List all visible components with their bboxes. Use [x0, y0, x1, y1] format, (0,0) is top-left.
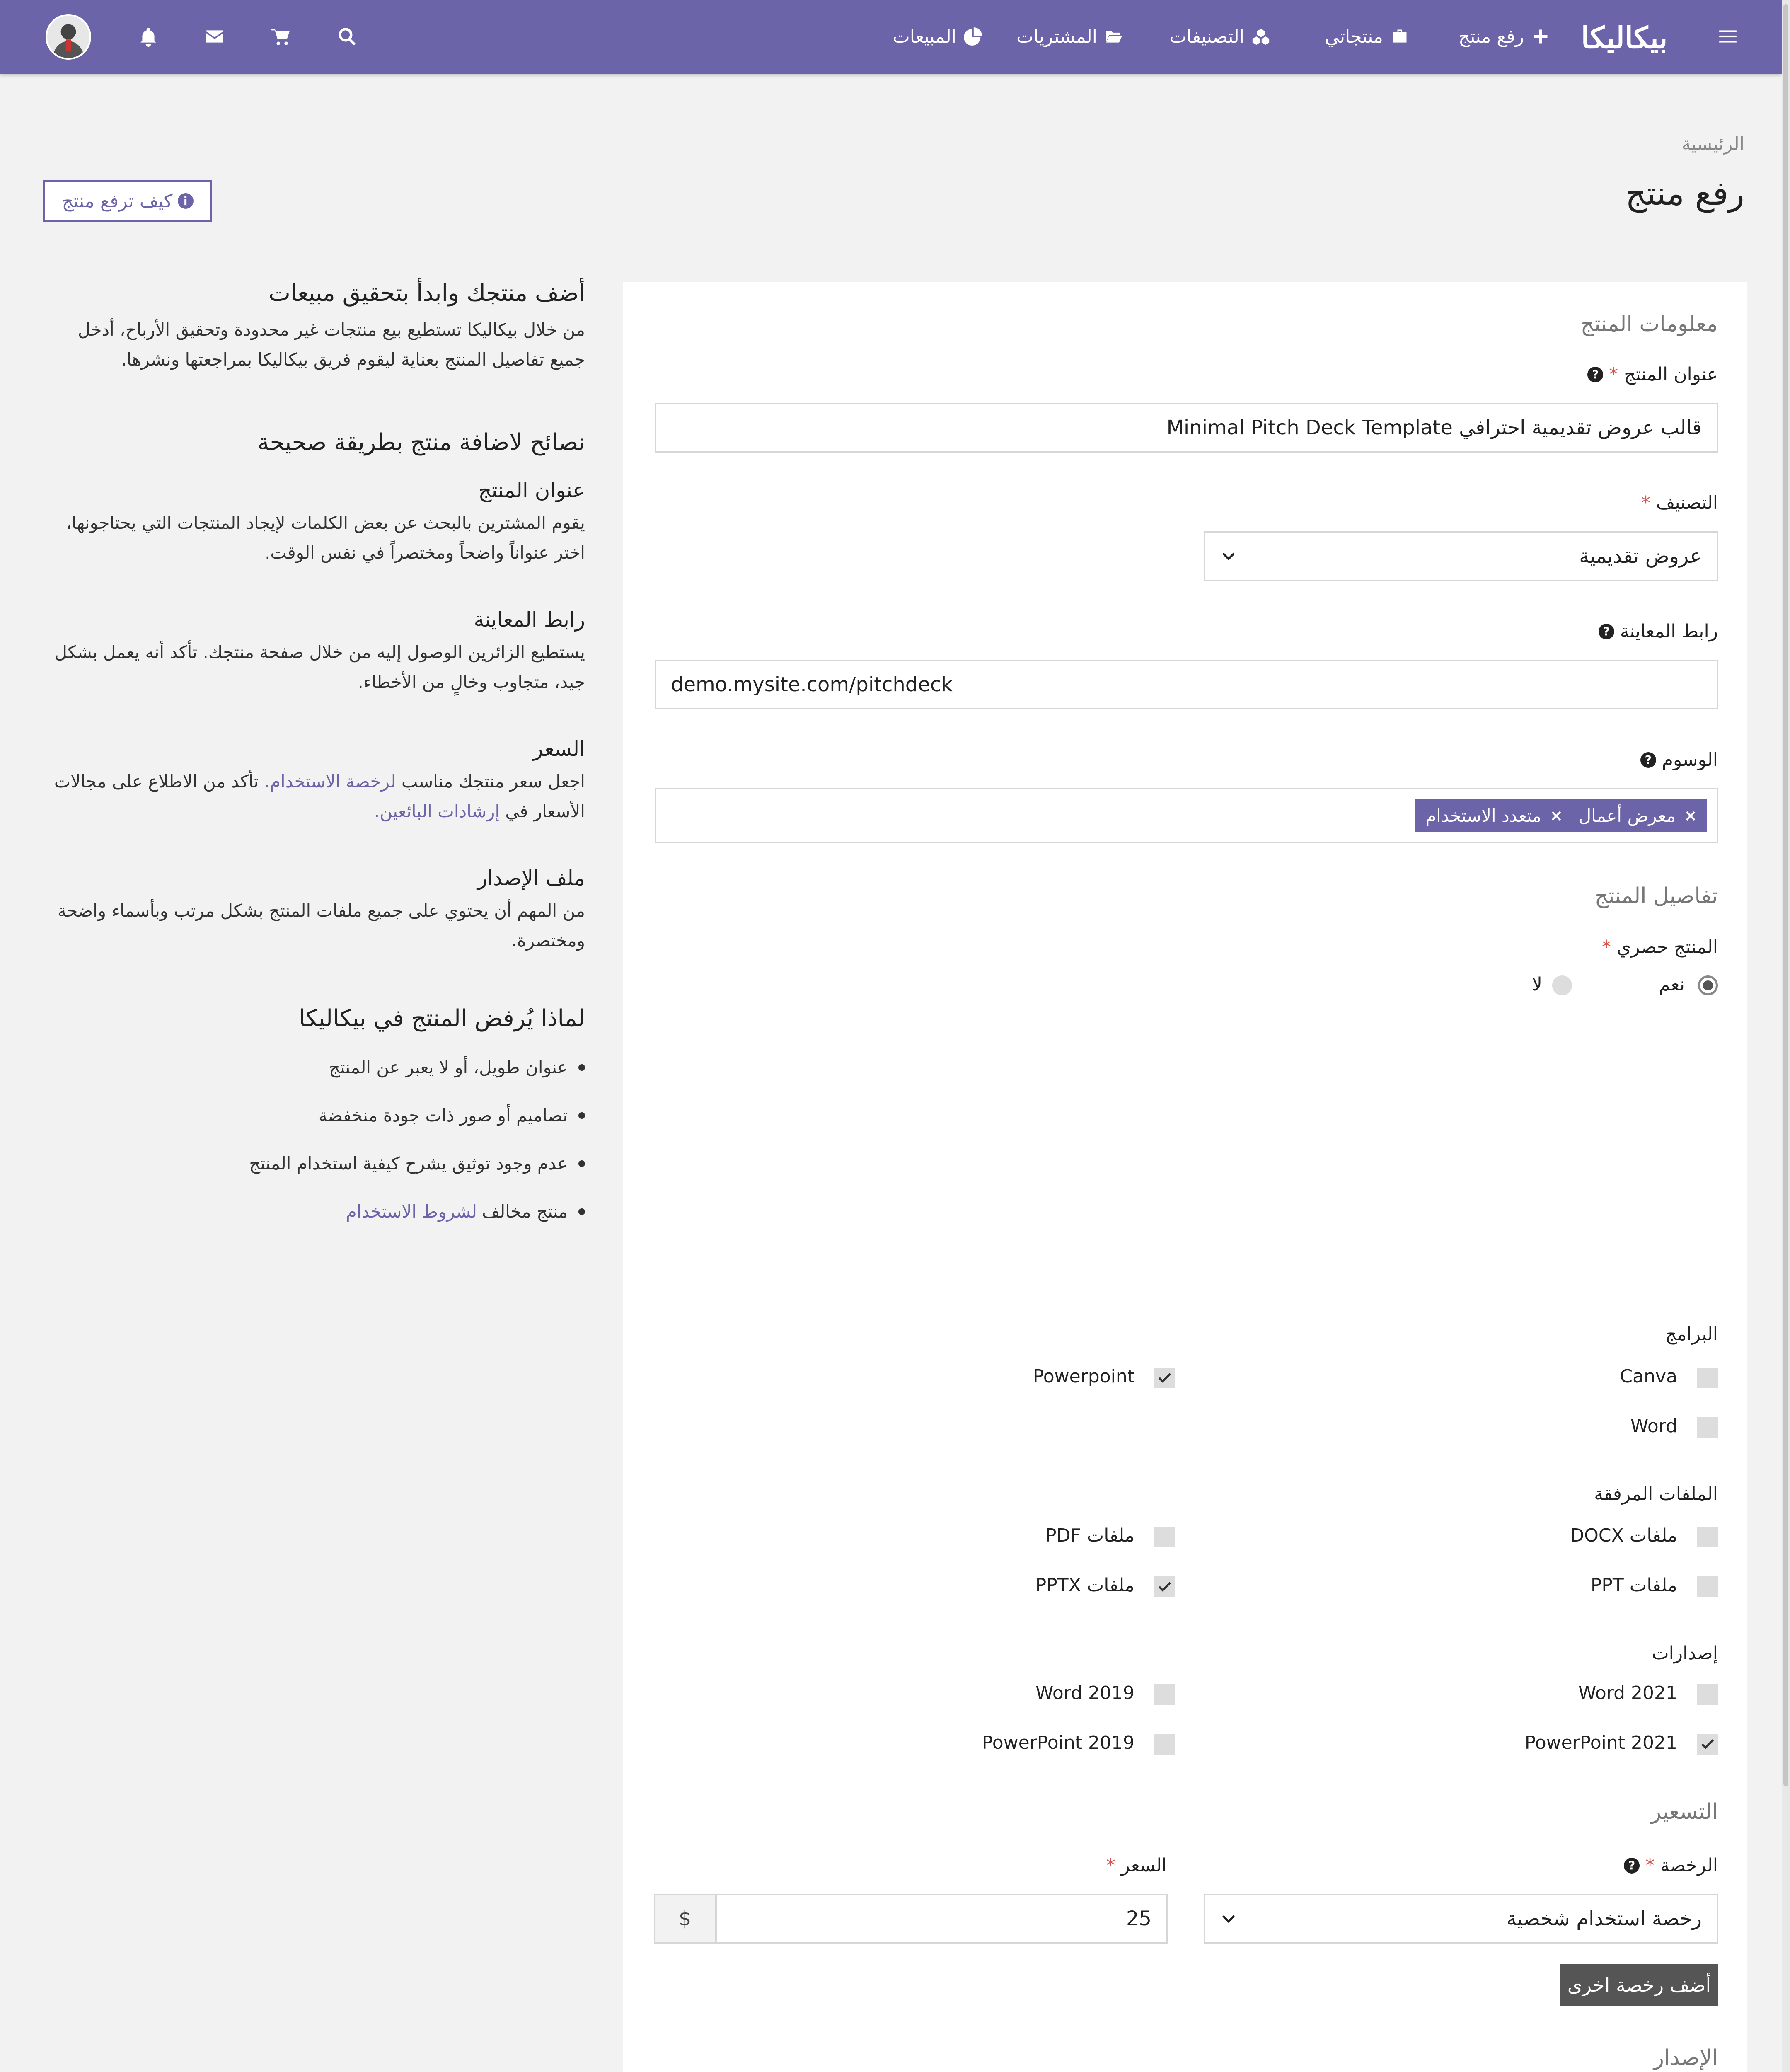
version-ppt2019-checkbox[interactable]: [1154, 1734, 1175, 1755]
file-docx-label: ملفات DOCX: [1570, 1525, 1677, 1546]
section-pricing: التسعير: [1651, 1799, 1718, 1824]
sidebar-tips-section: [41, 427, 585, 458]
file-pdf-checkbox[interactable]: [1154, 1527, 1175, 1547]
list-item: عدم وجود توثيق يشرح كيفية استخدام المنتج: [41, 1140, 585, 1188]
envelope-icon[interactable]: [202, 24, 227, 49]
exclusive-no-radio[interactable]: [1552, 975, 1572, 995]
tip-preview: رابط المعاينة يستطيع الزائرين الوصول إليه من خلال صفحة منتجك. تأكد أنه يعمل بشكل جيد، متجاوب وخالٍ من الأخطاء.: [41, 605, 585, 697]
help-icon[interactable]: ?: [1599, 624, 1614, 639]
preview-url-input[interactable]: demo.mysite.com/pitchdeck: [655, 660, 1718, 709]
version-word2019-checkbox[interactable]: [1154, 1684, 1175, 1705]
version-ppt2021-checkbox[interactable]: [1697, 1734, 1718, 1755]
plus-icon: [1531, 27, 1550, 46]
program-word-checkbox[interactable]: [1697, 1417, 1718, 1438]
exclusive-label: المنتج حصري *: [1601, 937, 1718, 958]
chevron-down-icon: [1220, 1910, 1237, 1927]
license-label: الرخصة * ?: [1624, 1855, 1718, 1876]
tag-chip: × معرض أعمال: [1569, 799, 1707, 832]
tip-title: عنوان المنتج يقوم المشترين بالبحث عن بعض الكلمات لإيجاد المنتجات التي يحتاجونها، اختر عنواناً واضحاً ومختصراً في نفس الوقت.: [41, 476, 585, 568]
file-ppt-label: ملفات PPT: [1590, 1575, 1677, 1596]
category-select[interactable]: عروض تقديمية: [1204, 531, 1718, 581]
program-canva-label: Canva: [1620, 1366, 1677, 1387]
briefcase-icon: [1391, 27, 1409, 46]
tips-heading: نصائح لاضافة منتج بطريقة صحيحة: [257, 429, 585, 456]
hamburger-menu-icon[interactable]: [1715, 24, 1740, 49]
pie-chart-icon: [964, 27, 982, 46]
upload-form-card: [623, 282, 1747, 2072]
info-icon: i: [178, 193, 194, 209]
file-pptx-checkbox[interactable]: [1154, 1576, 1175, 1597]
program-word-label: Word: [1630, 1416, 1677, 1437]
sidebar-intro: من خلال بيكاليكا تستطيع بيع منتجات غير محدودة وتحقيق الأرباح، أدخل جميع تفاصيل المنتج بعناية ليقوم فريق بيكاليكا بمراجعتها ونشرها.: [77, 320, 585, 370]
section-product-details: تفاصيل المنتج: [1594, 884, 1718, 908]
tip-release-file: ملف الإصدار من المهم أن يحتوي على جميع ملفات المنتج بشكل مرتب وبأسماء واضحة ومختصرة.: [41, 864, 585, 956]
title-input[interactable]: قالب عروض تقديمية احترافي Minimal Pitch Deck Template: [655, 403, 1718, 453]
file-pptx-label: ملفات PPTX: [1035, 1575, 1134, 1596]
price-input[interactable]: 25: [716, 1894, 1168, 1944]
cubes-icon: [1252, 27, 1270, 46]
seller-guidelines-link[interactable]: إرشادات البائعين.: [374, 801, 500, 821]
nav-categories[interactable]: التصنيفات: [1169, 23, 1270, 50]
preview-label: رابط المعاينة ?: [1599, 621, 1718, 642]
price-label: السعر *: [1106, 1855, 1167, 1876]
help-icon[interactable]: ?: [1640, 752, 1656, 768]
search-icon[interactable]: [335, 24, 360, 49]
file-pdf-label: ملفات PDF: [1045, 1525, 1134, 1546]
terms-of-use-link[interactable]: لشروط الاستخدام: [346, 1201, 477, 1222]
category-label: التصنيف *: [1641, 492, 1718, 513]
sidebar-heading: أضف منتجك وابدأ بتحقيق مبيعات: [268, 280, 585, 307]
remove-tag-icon[interactable]: ×: [1550, 806, 1563, 825]
version-word2019-label: Word 2019: [1035, 1682, 1134, 1704]
nav-upload-product[interactable]: رفع منتج: [1459, 23, 1550, 50]
exclusive-yes-radio[interactable]: [1698, 975, 1718, 995]
version-word2021-label: Word 2021: [1578, 1682, 1677, 1704]
title-label: عنوان المنتج * ?: [1587, 364, 1718, 385]
nav-my-products[interactable]: منتجاتي: [1325, 23, 1409, 50]
remove-tag-icon[interactable]: ×: [1684, 806, 1697, 825]
add-license-button[interactable]: أضف رخصة اخرى: [1560, 1964, 1718, 2006]
exclusive-no-label: لا: [1531, 974, 1542, 995]
rejection-reasons: [41, 1003, 585, 1236]
program-powerpoint-checkbox[interactable]: [1154, 1368, 1175, 1388]
tags-label: الوسوم ?: [1640, 749, 1718, 770]
tag-chip: × متعدد الاستخدام: [1415, 799, 1573, 832]
program-canva-checkbox[interactable]: [1697, 1368, 1718, 1388]
chevron-down-icon: [1220, 548, 1237, 564]
avatar[interactable]: [46, 14, 91, 60]
breadcrumb-home[interactable]: الرئيسية: [1681, 133, 1744, 155]
cart-icon[interactable]: [268, 24, 293, 49]
versions-label: إصدارات: [1652, 1643, 1718, 1664]
version-ppt2019-label: PowerPoint 2019: [982, 1732, 1134, 1753]
license-link[interactable]: لرخصة الاستخدام.: [264, 771, 396, 792]
tip-text: يستطيع الزائرين الوصول إليه من خلال صفحة منتجك. تأكد أنه يعمل بشكل جيد، متجاوب وخالٍ من الأخطاء.: [54, 642, 585, 692]
file-docx-checkbox[interactable]: [1697, 1527, 1718, 1547]
section-release: الإصدار: [1653, 2045, 1718, 2070]
tip-text: من المهم أن يحتوي على جميع ملفات المنتج بشكل مرتب وبأسماء واضحة ومختصرة.: [57, 900, 585, 951]
version-word2021-checkbox[interactable]: [1697, 1684, 1718, 1705]
programs-label: البرامج: [1665, 1324, 1718, 1345]
list-item: منتج مخالف لشروط الاستخدام: [41, 1188, 585, 1236]
tip-price: السعر اجعل سعر منتجك مناسب لرخصة الاستخدام. تأكد من الاطلاع على مجالات الأسعار في إرشادات البائعين.: [41, 734, 585, 826]
bell-icon[interactable]: [136, 24, 161, 49]
top-navbar: [0, 0, 1782, 74]
tip-text: اجعل سعر منتجك مناسب لرخصة الاستخدام. تأكد من الاطلاع على مجالات الأسعار في إرشادات البائعين.: [54, 771, 585, 821]
site-logo[interactable]: بيكاليكا: [1581, 19, 1668, 55]
list-item: عنوان طويل، أو لا يعبر عن المنتج: [41, 1043, 585, 1092]
list-item: تصاميم أو صور ذات جودة منخفضة: [41, 1092, 585, 1140]
nav-sales[interactable]: المبيعات: [893, 23, 982, 50]
folder-open-icon: [1105, 27, 1123, 46]
scrollbar[interactable]: [1782, 0, 1790, 2072]
license-select[interactable]: رخصة استخدام شخصية: [1204, 1894, 1718, 1944]
files-label: الملفات المرفقة: [1594, 1484, 1718, 1505]
help-icon[interactable]: ?: [1624, 1858, 1640, 1874]
section-product-info: معلومات المنتج: [1580, 312, 1718, 336]
page-title: رفع منتج: [1625, 174, 1744, 213]
rejection-heading: لماذا يُرفض المنتج في بيكاليكا: [299, 1005, 585, 1032]
version-ppt2021-label: PowerPoint 2021: [1524, 1732, 1677, 1753]
sidebar-tips: [41, 278, 585, 375]
nav-purchases[interactable]: المشتريات: [1016, 23, 1123, 50]
how-to-upload-button[interactable]: i كيف ترفع منتج: [43, 180, 212, 222]
tip-text: يقوم المشترين بالبحث عن بعض الكلمات لإيجاد المنتجات التي يحتاجونها، اختر عنواناً واضحاً ومختصراً في نفس الوقت.: [66, 513, 585, 563]
currency-addon: $: [654, 1894, 716, 1944]
program-powerpoint-label: Powerpoint: [1033, 1366, 1134, 1387]
exclusive-yes-label: نعم: [1659, 974, 1685, 995]
help-icon[interactable]: ?: [1587, 367, 1603, 382]
file-ppt-checkbox[interactable]: [1697, 1576, 1718, 1597]
